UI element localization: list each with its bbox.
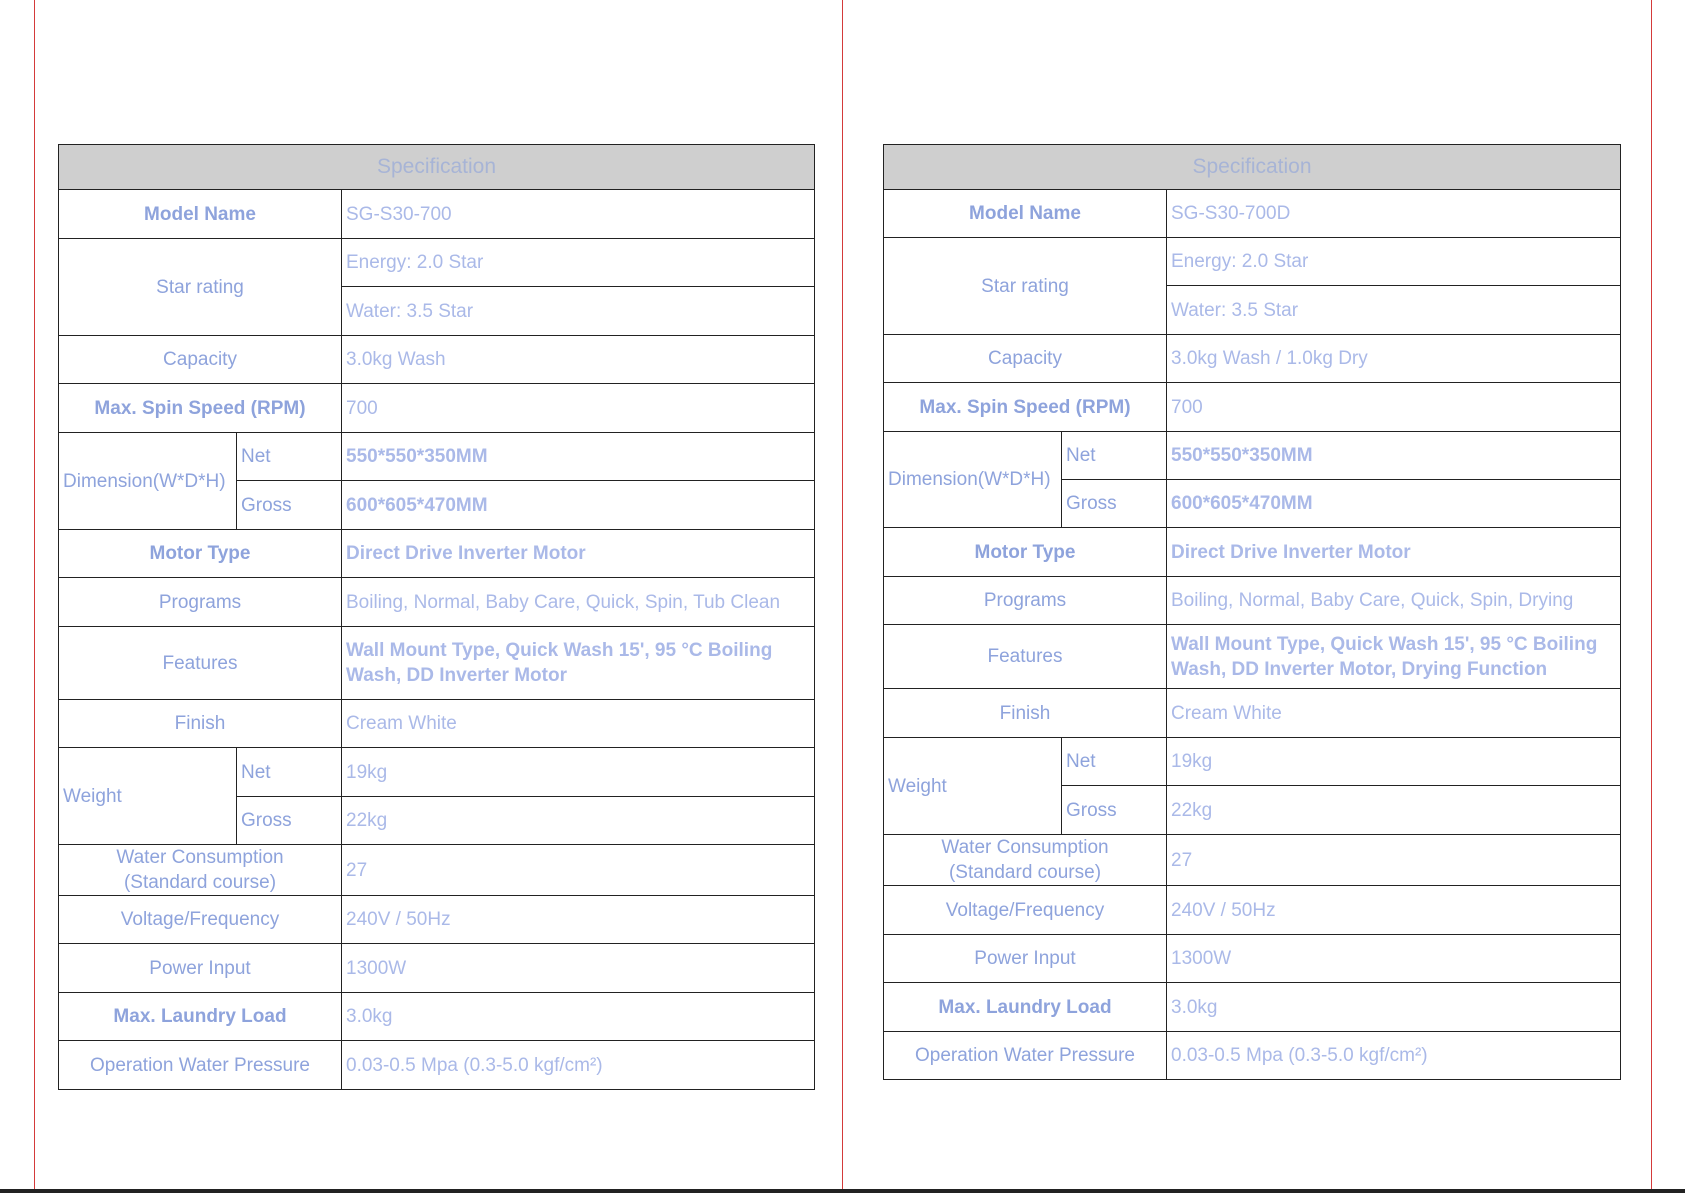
water-consumption-line-1: Water Consumption — [941, 837, 1109, 858]
spin-speed-value: 700 — [342, 384, 815, 433]
features-line-1: Wall Mount Type, Quick Wash 15', 95 °C Boiling — [1171, 633, 1598, 655]
voltage-value: 240V / 50Hz — [342, 896, 815, 944]
water-consumption-line-2: (Standard course) — [948, 862, 1102, 883]
programs-value: Boiling, Normal, Baby Care, Quick, Spin, Drying — [1167, 577, 1621, 625]
water-consumption-line-2: (Standard course) — [123, 872, 277, 893]
voltage-label: Voltage/Frequency — [59, 896, 342, 944]
voltage-label: Voltage/Frequency — [884, 886, 1167, 935]
voltage-value: 240V / 50Hz — [1167, 886, 1621, 935]
dimension-gross-label: Gross — [1062, 480, 1167, 528]
page-divider — [842, 0, 843, 1193]
spec-table-right — [883, 144, 1621, 1080]
weight-net-label: Net — [1062, 738, 1167, 786]
weight-gross-value: 22kg — [1167, 786, 1621, 835]
power-input-label: Power Input — [59, 944, 342, 993]
laundry-load-value: 3.0kg — [1167, 983, 1621, 1032]
motor-type-label: Motor Type — [884, 528, 1167, 577]
weight-label: Weight — [59, 748, 237, 845]
weight-net-label: Net — [237, 748, 342, 797]
programs-value: Boiling, Normal, Baby Care, Quick, Spin, Tub Clean — [342, 578, 815, 627]
features-label: Features — [884, 625, 1167, 689]
laundry-load-value: 3.0kg — [342, 993, 815, 1041]
water-rating-value: Water: 3.5 Star — [342, 287, 815, 336]
page-border-right — [1651, 0, 1652, 1193]
dimension-net-value: 550*550*350MM — [1167, 432, 1621, 480]
finish-label: Finish — [59, 700, 342, 748]
water-consumption-label — [59, 845, 342, 896]
power-input-value: 1300W — [342, 944, 815, 993]
page-bottom-border — [0, 1189, 1685, 1193]
page-border-left — [34, 0, 35, 1193]
water-consumption-value: 27 — [342, 845, 815, 896]
features-value — [1167, 625, 1621, 689]
table-header: Specification — [59, 145, 815, 190]
spin-speed-label: Max. Spin Speed (RPM) — [59, 384, 342, 433]
model-name-value: SG-S30-700 — [342, 190, 815, 239]
features-value — [342, 627, 815, 700]
capacity-value: 3.0kg Wash — [342, 336, 815, 384]
weight-gross-label: Gross — [1062, 786, 1167, 835]
water-pressure-label: Operation Water Pressure — [59, 1041, 342, 1090]
dimension-gross-value: 600*605*470MM — [1167, 480, 1621, 528]
capacity-label: Capacity — [59, 336, 342, 384]
features-label: Features — [59, 627, 342, 700]
finish-value: Cream White — [342, 700, 815, 748]
model-name-label: Model Name — [884, 190, 1167, 238]
programs-label: Programs — [884, 577, 1167, 625]
laundry-load-label: Max. Laundry Load — [884, 983, 1167, 1032]
weight-net-value: 19kg — [1167, 738, 1621, 786]
motor-type-label: Motor Type — [59, 530, 342, 578]
spec-table-left — [58, 144, 815, 1090]
weight-label: Weight — [884, 738, 1062, 835]
water-pressure-label: Operation Water Pressure — [884, 1032, 1167, 1080]
dimension-gross-label: Gross — [237, 481, 342, 530]
energy-rating-value: Energy: 2.0 Star — [1167, 238, 1621, 286]
model-name-value: SG-S30-700D — [1167, 190, 1621, 238]
water-consumption-label — [884, 835, 1167, 886]
features-line-2: Wash, DD Inverter Motor — [346, 665, 567, 686]
programs-label: Programs — [59, 578, 342, 627]
dimension-net-label: Net — [237, 433, 342, 481]
motor-type-value: Direct Drive Inverter Motor — [342, 530, 815, 578]
spin-speed-value: 700 — [1167, 383, 1621, 432]
weight-gross-value: 22kg — [342, 797, 815, 845]
finish-value: Cream White — [1167, 689, 1621, 738]
water-rating-value: Water: 3.5 Star — [1167, 286, 1621, 335]
energy-rating-value: Energy: 2.0 Star — [342, 239, 815, 287]
power-input-label: Power Input — [884, 935, 1167, 983]
features-line-2: Wash, DD Inverter Motor, Drying Function — [1171, 658, 1548, 680]
dimension-label: Dimension(W*D*H) — [884, 432, 1062, 528]
weight-net-value: 19kg — [342, 748, 815, 797]
finish-label: Finish — [884, 689, 1167, 738]
spin-speed-label: Max. Spin Speed (RPM) — [884, 383, 1167, 432]
water-consumption-value: 27 — [1167, 835, 1621, 886]
dimension-label: Dimension(W*D*H) — [59, 433, 237, 530]
capacity-label: Capacity — [884, 335, 1167, 383]
water-consumption-line-1: Water Consumption — [116, 847, 284, 868]
features-line-1: Wall Mount Type, Quick Wash 15', 95 °C Boiling — [346, 640, 773, 661]
model-name-label: Model Name — [59, 190, 342, 239]
laundry-load-label: Max. Laundry Load — [59, 993, 342, 1041]
motor-type-value: Direct Drive Inverter Motor — [1167, 528, 1621, 577]
table-header: Specification — [884, 145, 1621, 190]
dimension-net-label: Net — [1062, 432, 1167, 480]
star-rating-label: Star rating — [59, 239, 342, 336]
star-rating-label: Star rating — [884, 238, 1167, 335]
dimension-gross-value: 600*605*470MM — [342, 481, 815, 530]
power-input-value: 1300W — [1167, 935, 1621, 983]
water-pressure-value: 0.03-0.5 Mpa (0.3-5.0 kgf/cm²) — [1167, 1032, 1621, 1080]
weight-gross-label: Gross — [237, 797, 342, 845]
dimension-net-value: 550*550*350MM — [342, 433, 815, 481]
water-pressure-value: 0.03-0.5 Mpa (0.3-5.0 kgf/cm²) — [342, 1041, 815, 1090]
capacity-value: 3.0kg Wash / 1.0kg Dry — [1167, 335, 1621, 383]
